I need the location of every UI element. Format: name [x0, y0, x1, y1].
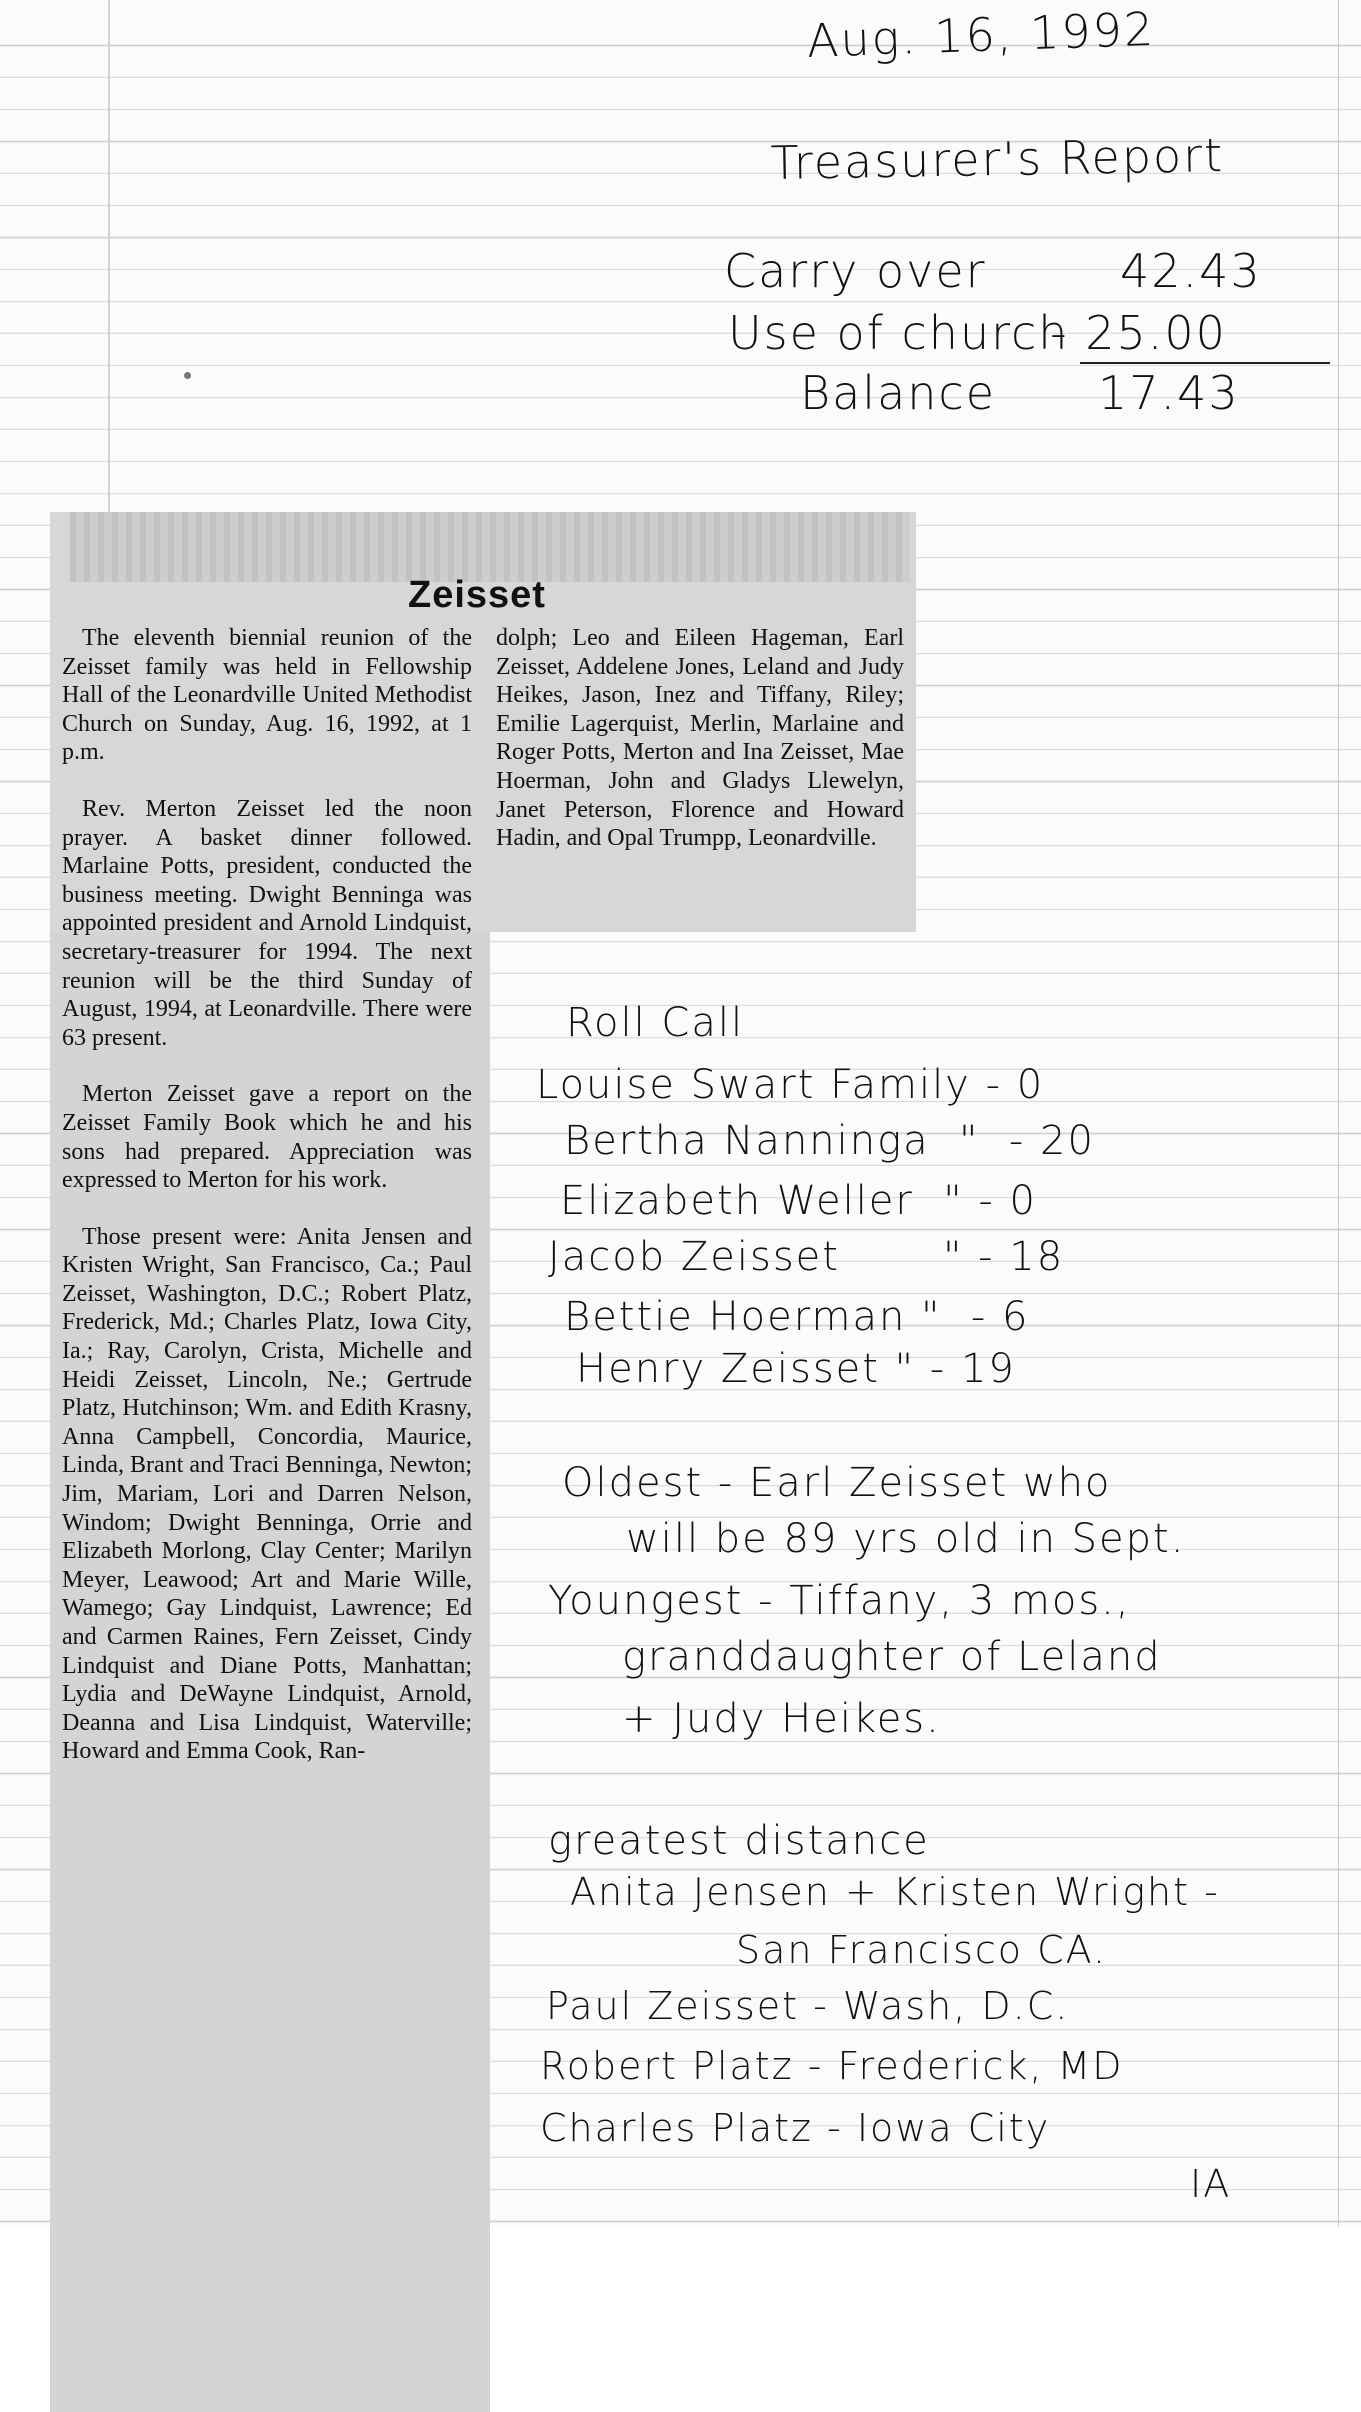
distance-line: IA — [1190, 2162, 1232, 2206]
note-line: granddaughter of Leland — [622, 1634, 1162, 1680]
distance-line: Robert Platz - Frederick, MD — [540, 2044, 1124, 2088]
clipping-left-column — [62, 624, 472, 1766]
punch-mark — [184, 372, 191, 379]
roll-call-entry: Elizabeth Weller " - 0 — [560, 1178, 1037, 1224]
clipping-paragraph: The eleventh biennial reunion of the Zeisset family was held in Fellowship Hall of the Leonardville United Methodist Church on Sunday, Aug. 16, 1992, at 1 p.m. — [62, 625, 472, 766]
clipping-torn-edge — [70, 512, 910, 582]
roll-call-entry: Bertha Nanninga " - 20 — [564, 1118, 1095, 1164]
clipping-headline: Zeisset — [408, 574, 546, 616]
roll-call-entry: Henry Zeisset " - 19 — [576, 1346, 1016, 1392]
clipping-paragraph: Merton Zeisset gave a report on the Zeisset Family Book which he and his sons had prepared. Appreciation was expressed to Merton for his work. — [62, 1081, 472, 1194]
roll-call-title: Roll Call — [566, 1000, 745, 1046]
clipping-paragraph: Rev. Merton Zeisset led the noon prayer. A basket dinner followed. Marlaine Potts, president, conducted the business meeting. Dwight Benninga was appointed president and Arnold Lindquist, secretary-treasurer for 1994. The next reunion will be the third Sunday of August, 1994, at Leonardville. There were 63 present. — [62, 795, 472, 1051]
clipping-paragraph: dolph; Leo and Eileen Hageman, Earl Zeisset, Addelene Jones, Leland and Judy Heikes, Jason, Inez and Tiffany, Riley; Emilie Lagerquist, Merlin, Marlaine and Roger Potts, Merton and Ina Zeisset, Mae Hoerman, John and Gladys Llewelyn, Janet Peterson, Florence and Howard Hadin, and Opal Trumpp, Leonardville. — [496, 625, 904, 852]
ledger-use-of-church-amount: - 25.00 — [1050, 306, 1227, 360]
distance-line: Paul Zeisset - Wash, D.C. — [546, 1984, 1070, 2028]
note-line: Youngest - Tiffany, 3 mos., — [548, 1578, 1131, 1624]
clipping-right-column — [496, 624, 904, 853]
note-line: will be 89 yrs old in Sept. — [626, 1516, 1186, 1562]
ledger-balance-amount: 17.43 — [1098, 366, 1240, 420]
distance-line: San Francisco CA. — [736, 1928, 1108, 1972]
ledger-sum-rule — [1080, 362, 1330, 364]
roll-call-entry: Jacob Zeisset " - 18 — [548, 1234, 1065, 1280]
ledger-carry-over-amount: 42.43 — [1120, 244, 1262, 298]
note-line: + Judy Heikes. — [622, 1696, 941, 1742]
note-line: Oldest - Earl Zeisset who — [562, 1460, 1112, 1506]
distance-line: Anita Jensen + Kristen Wright - — [570, 1870, 1220, 1914]
clipping-paragraph: Those present were: Anita Jensen and Kristen Wright, San Francisco, Ca.; Paul Zeisset, Washington, D.C.; Robert Platz, Frederick, Md.; Charles Platz, Iowa City, Ia.; Ray, Carolyn, Crista, Michelle and Heidi Zeisset, Lincoln, Ne.; Gertrude Platz, Hutchinson; Wm. and Edith Krasny, Anna Campbell, Concordia, Maurice, Linda, Brant and Traci Benninga, Newton; Jim, Mariam, Lori and Darren Nelson, Windom; Dwight Benninga, Orrie and Elizabeth Morlong, Clay Center; Marilyn Meyer, Leawood; Art and Marie Wille, Wamego; Gay Lindquist, Lawrence; Ed and Carmen Raines, Fern Zeisset, Cindy Lindquist and Diane Potts, Manhattan; Lydia and DeWayne Lindquist, Arnold, Deanna and Lisa Lindquist, Waterville; Howard and Emma Cook, Ran- — [62, 1223, 472, 1765]
report-date: Aug. 16, 1992 — [806, 1, 1157, 68]
report-title: Treasurer's Report — [770, 128, 1225, 190]
page-edge-line — [1338, 0, 1339, 2227]
ledger-use-of-church-label: Use of church — [728, 306, 1070, 360]
roll-call-entry: Louise Swart Family - 0 — [536, 1062, 1045, 1108]
distance-title: greatest distance — [548, 1818, 930, 1864]
roll-call-entry: Bettie Hoerman " - 6 — [564, 1294, 1030, 1340]
ledger-carry-over-label: Carry over — [724, 244, 987, 298]
ledger-balance-label: Balance — [800, 366, 997, 420]
distance-line: Charles Platz - Iowa City — [540, 2106, 1051, 2150]
